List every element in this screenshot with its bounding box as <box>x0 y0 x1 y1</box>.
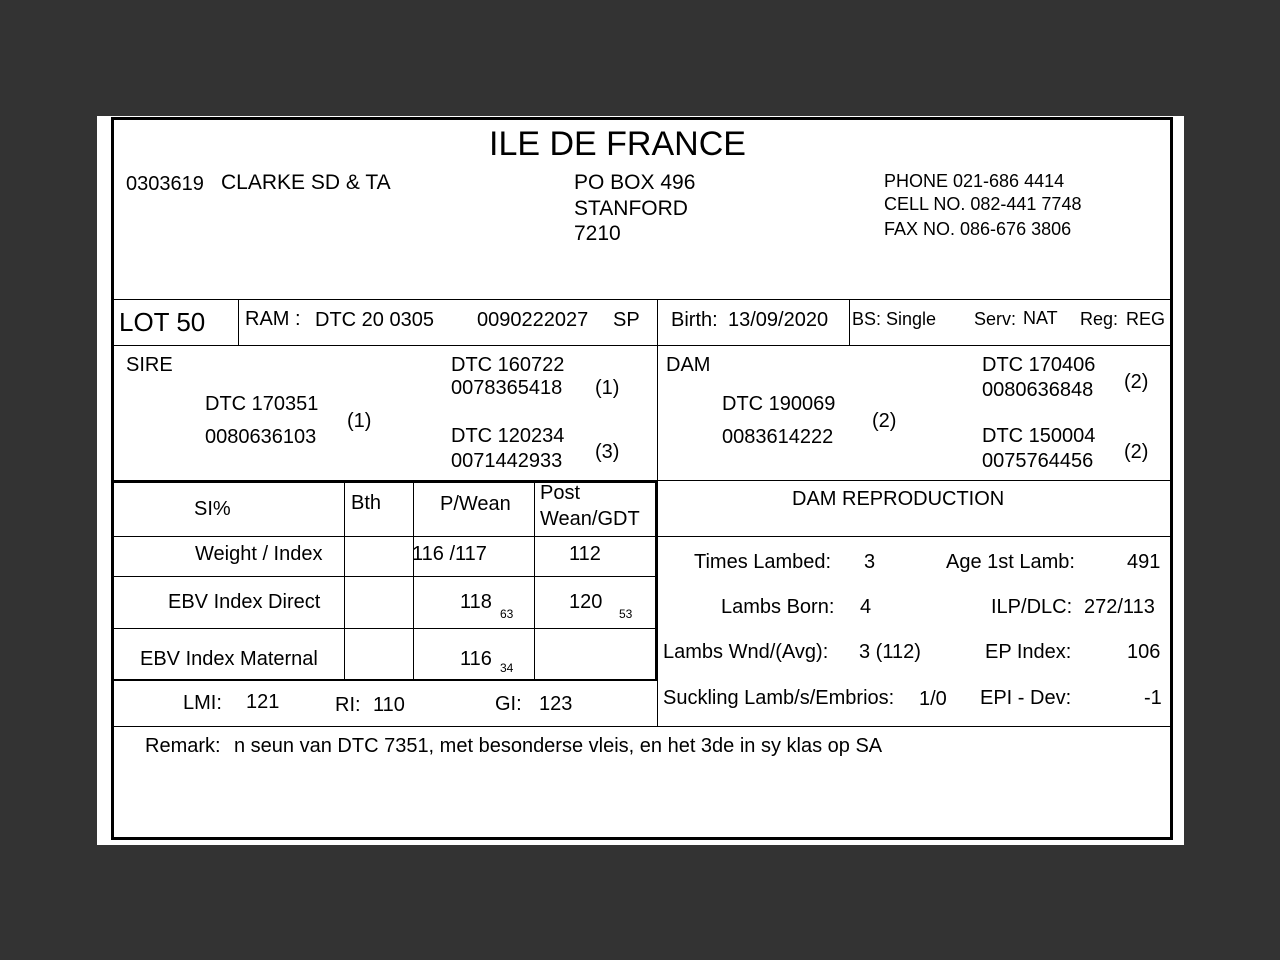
row-ebv-maternal-pwean: 116 <box>460 648 492 670</box>
dam-number: 0083614222 <box>722 426 834 448</box>
header-pwean: P/Wean <box>440 493 511 515</box>
sire-grade: (1) <box>347 410 372 432</box>
gi-label: GI: <box>495 693 522 715</box>
ep-index-label: EP Index: <box>985 641 1072 663</box>
rule-indices-bottom <box>114 726 1171 727</box>
lmi-value: 121 <box>246 691 280 713</box>
times-lambed-label: Times Lambed: <box>694 551 832 573</box>
rule-birth-divider <box>657 299 658 345</box>
address-line-2: STANFORD <box>574 197 688 220</box>
serv-label: Serv: <box>974 309 1017 329</box>
lot-number: LOT 50 <box>119 307 206 337</box>
lambs-weaned-label: Lambs Wnd/(Avg): <box>663 641 829 663</box>
ri-label: RI: <box>335 694 361 716</box>
rule-maternal-bottom <box>114 679 657 681</box>
rule-lot-bottom <box>111 345 1171 346</box>
sire-dam-id: DTC 120234 <box>451 425 565 447</box>
ram-suffix: SP <box>613 309 640 331</box>
sire-sire-number: 0078365418 <box>451 377 563 399</box>
birth-date: 13/09/2020 <box>728 309 829 331</box>
address-line-1: PO BOX 496 <box>574 171 696 194</box>
rule-col-bth <box>344 482 345 680</box>
reg-value: REG <box>1126 309 1166 329</box>
dam-id: DTC 190069 <box>722 393 836 415</box>
rule-lot-divider <box>238 299 239 345</box>
serv-value: NAT <box>1023 308 1058 328</box>
breed-title: ILE DE FRANCE <box>489 125 746 163</box>
dam-dam-number: 0075764456 <box>982 450 1094 472</box>
rule-center-divider <box>657 345 658 727</box>
rule-perf-right-bold <box>655 481 657 681</box>
age-first-lamb-value: 491 <box>1127 551 1161 573</box>
rule-header-bottom <box>111 299 1171 300</box>
epi-dev-label: EPI - Dev: <box>980 687 1072 709</box>
header-post-line1: Post <box>540 482 581 504</box>
ep-index-value: 106 <box>1127 641 1161 663</box>
ram-number: 0090222027 <box>477 309 589 331</box>
row-ebv-direct-post-accuracy: 53 <box>619 607 633 621</box>
rule-perf-header-bottom <box>114 536 1171 537</box>
row-weight-pwean: 116 /117 <box>412 543 487 565</box>
suckling-value: 1/0 <box>919 688 947 710</box>
breeder-name: CLARKE SD & TA <box>221 171 391 194</box>
dam-label: DAM <box>666 354 711 376</box>
dam-reproduction-title: DAM REPRODUCTION <box>792 488 1005 510</box>
ilp-dlc-value: 272/113 <box>1084 596 1155 618</box>
frame-left <box>111 117 114 839</box>
row-weight-label: Weight / Index <box>195 543 323 565</box>
epi-dev-value: -1 <box>1144 687 1162 709</box>
ram-label: RAM : <box>245 308 301 330</box>
breeder-code: 0303619 <box>126 173 204 195</box>
frame-bottom <box>111 837 1173 840</box>
fax-number: FAX NO. 086-676 3806 <box>884 219 1072 239</box>
row-ebv-direct-post: 120 <box>569 591 603 613</box>
dam-dam-grade: (2) <box>1124 441 1149 463</box>
rule-weight-bottom <box>114 576 657 577</box>
row-weight-post: 112 <box>569 543 601 565</box>
lambs-born-value: 4 <box>860 596 872 618</box>
lambs-born-label: Lambs Born: <box>721 596 835 618</box>
remark-text: n seun van DTC 7351, met besonderse vleis, en het 3de in sy klas op SA <box>234 735 883 757</box>
dam-sire-id: DTC 170406 <box>982 354 1096 376</box>
age-first-lamb-label: Age 1st Lamb: <box>946 551 1075 573</box>
suckling-label: Suckling Lamb/s/Embrios: <box>663 687 895 709</box>
dam-sire-grade: (2) <box>1124 371 1149 393</box>
sire-label: SIRE <box>126 354 173 376</box>
rule-col-post <box>534 482 535 680</box>
phone-number: PHONE 021-686 4414 <box>884 171 1065 191</box>
sire-sire-grade: (1) <box>595 377 620 399</box>
birth-status: BS: Single <box>852 309 937 329</box>
times-lambed-value: 3 <box>864 551 876 573</box>
frame-right <box>1170 117 1173 839</box>
frame-top <box>111 117 1170 120</box>
address-line-3: 7210 <box>574 222 621 245</box>
row-ebv-direct-pwean: 118 <box>460 591 492 613</box>
ri-value: 110 <box>373 694 405 716</box>
dam-dam-id: DTC 150004 <box>982 425 1096 447</box>
sire-number: 0080636103 <box>205 426 317 448</box>
remark-label: Remark: <box>145 735 221 757</box>
rule-col-pwean <box>413 482 414 680</box>
ram-id: DTC 20 0305 <box>315 309 434 331</box>
header-post-line2: Wean/GDT <box>540 508 640 530</box>
lambs-weaned-value: 3 (112) <box>859 641 921 663</box>
sire-dam-number: 0071442933 <box>451 450 563 472</box>
rule-bs-divider <box>849 299 850 345</box>
header-bth: Bth <box>351 492 382 514</box>
sire-id: DTC 170351 <box>205 393 319 415</box>
rule-direct-bottom <box>114 628 657 629</box>
gi-value: 123 <box>539 693 573 715</box>
dam-sire-number: 0080636848 <box>982 379 1094 401</box>
header-si: SI% <box>194 498 231 520</box>
row-ebv-direct-label: EBV Index Direct <box>168 591 321 613</box>
cell-number: CELL NO. 082-441 7748 <box>884 194 1082 214</box>
dam-grade: (2) <box>872 410 897 432</box>
row-ebv-direct-pwean-accuracy: 63 <box>500 607 514 621</box>
sire-sire-id: DTC 160722 <box>451 354 565 376</box>
reg-label: Reg: <box>1080 309 1119 329</box>
row-ebv-maternal-label: EBV Index Maternal <box>140 648 318 670</box>
row-ebv-maternal-pwean-accuracy: 34 <box>500 661 514 675</box>
catalogue-card <box>97 116 1184 845</box>
sire-dam-grade: (3) <box>595 441 620 463</box>
ilp-dlc-label: ILP/DLC: <box>991 596 1073 618</box>
birth-label: Birth: <box>671 309 718 331</box>
lmi-label: LMI: <box>183 692 222 714</box>
